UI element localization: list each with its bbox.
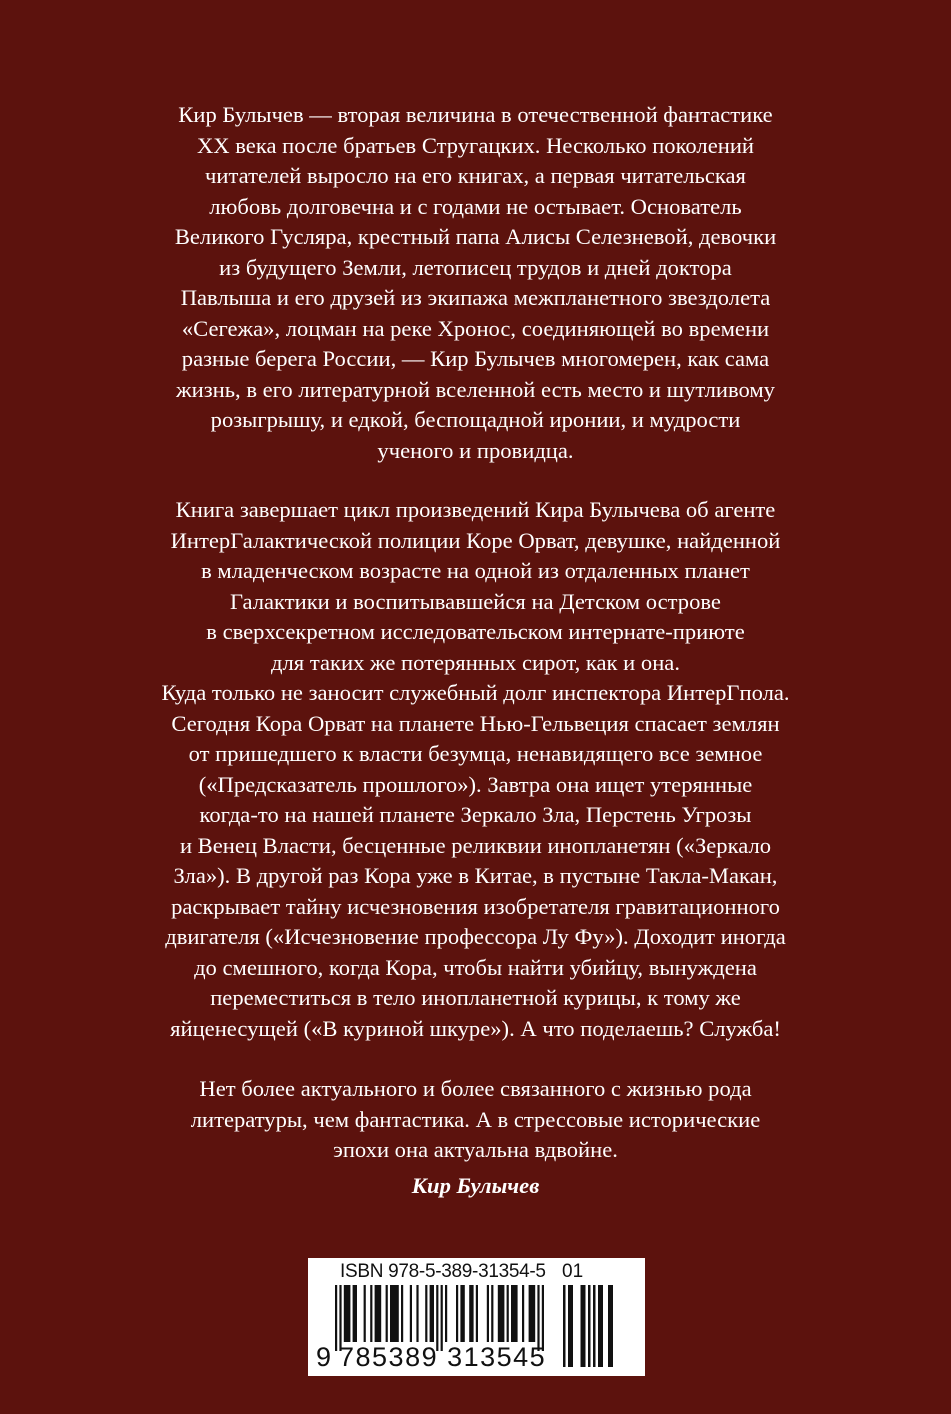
description-paragraph-2 xyxy=(60,495,891,1044)
barcode-addon-bar xyxy=(608,1285,611,1367)
barcode-bar xyxy=(529,1285,536,1342)
barcode-addon-bar xyxy=(583,1285,586,1367)
text-line: Книга завершает цикл произведений Кира Булычева об агенте xyxy=(175,497,776,522)
barcode-bar xyxy=(511,1285,518,1342)
barcode-bar xyxy=(445,1285,447,1342)
barcode-addon-bar xyxy=(593,1285,596,1367)
text-line: до смешного, когда Кора, чтобы найти убийцу, вынуждена xyxy=(194,954,757,980)
barcode-addon-bar xyxy=(611,1285,614,1367)
text-line: Зла»). В другой раз Кора уже в Китае, в пустыне Такла-Макан, xyxy=(173,863,778,888)
text-line: Куда только не заносит служебный долг инспектора ИнтерГпола. xyxy=(161,680,790,705)
barcode-bar xyxy=(507,1285,509,1342)
barcode-bar xyxy=(386,1285,388,1342)
barcode-bar xyxy=(344,1285,351,1342)
barcode-bar xyxy=(469,1285,473,1342)
barcode-addon-bar xyxy=(571,1285,574,1367)
text-line: («Предсказатель прошлого»). Завтра она ищет утерянные xyxy=(198,771,753,797)
barcode-bar xyxy=(460,1285,464,1342)
text-line: разные берега России, — Кир Булычев многомерен, как сама xyxy=(181,346,770,371)
barcode-bar xyxy=(498,1285,505,1342)
isbn-label: ISBN 978-5-389-31354-5 xyxy=(340,1261,546,1282)
text-line: эпохи она актуальна вдвойне. xyxy=(333,1137,618,1162)
description-paragraph-1 xyxy=(60,100,891,466)
barcode-guard-bar xyxy=(335,1285,337,1351)
text-line: и Венец Власти, бесценные реликвии инопланетян («Зеркало xyxy=(179,832,772,858)
text-line: из будущего Земли, летописец трудов и дней доктора xyxy=(219,254,732,280)
barcode-bar xyxy=(487,1285,489,1342)
barcode-addon-bar xyxy=(588,1285,591,1367)
text-line: ученого и провидца. xyxy=(377,437,574,463)
quote-signature: Кир Булычев xyxy=(411,1173,540,1198)
ean-first-digit: 9 xyxy=(316,1342,332,1372)
text-line: XX века после братьев Стругацких. Несколько поколений xyxy=(196,132,755,158)
ean-digits: 785389 313545 xyxy=(339,1342,547,1372)
text-line: Нет более актуального и более связанного с жизнью рода xyxy=(199,1076,752,1101)
text-line: двигателя («Исчезновение профессора Лу Фу»). Доходит иногда xyxy=(165,924,786,949)
barcode-bar xyxy=(416,1285,418,1342)
barcode-addon-bar xyxy=(581,1285,584,1367)
text-line: Сегодня Кора Орват на планете Нью-Гельвеция спасает землян xyxy=(171,710,780,736)
barcode-bar xyxy=(430,1285,434,1342)
barcode-bar xyxy=(401,1285,403,1342)
text-line: Великого Гусляра, крестный папа Алисы Селезневой, девочки xyxy=(174,224,777,249)
barcode-addon-bar xyxy=(598,1285,601,1367)
text-line: раскрывает тайну исчезновения изобретателя гравитационного xyxy=(171,893,780,919)
text-line: жизнь, в его литературной вселенной есть место и шутливому xyxy=(176,376,775,402)
barcode-bar xyxy=(375,1285,382,1342)
barcode-bar xyxy=(476,1285,478,1342)
isbn-barcode xyxy=(308,1258,645,1376)
barcode-bar xyxy=(522,1285,524,1342)
text-line: розыгрышу, и едкой, беспощадной иронии, и мудрости xyxy=(210,407,741,432)
barcode-bar xyxy=(456,1285,458,1342)
barcode-bar xyxy=(364,1285,366,1342)
text-line: переместиться в тело инопланетной курицы, к тому же xyxy=(210,985,741,1010)
quote-paragraph xyxy=(60,1074,891,1166)
text-line: Павлыша и его друзей из экипажа межпланетного звездолета xyxy=(180,285,771,310)
barcode-bar xyxy=(410,1285,412,1342)
text-line: Галактики и воспитывавшейся на Детском острове xyxy=(230,588,721,614)
text-line: Кир Булычев — вторая величина в отечественной фантастике xyxy=(178,102,773,127)
barcode-addon-bar xyxy=(563,1285,566,1367)
text-line: в младенческом возрасте на одной из отдаленных планет xyxy=(201,558,750,583)
text-line: когда-то на нашей планете Зеркало Зла, Перстень Угрозы xyxy=(199,802,752,827)
barcode-addon-code: 01 xyxy=(562,1261,584,1282)
barcode-bar xyxy=(370,1285,372,1342)
barcode-bar xyxy=(425,1285,427,1342)
text-line: ИнтерГалактической полиции Коре Орват, девушке, найденной xyxy=(170,527,781,553)
text-line: яйценесущей («В куриной шкуре»). А что поделаешь? Служба! xyxy=(170,1015,781,1041)
barcode-bar xyxy=(353,1285,357,1342)
barcode-bar xyxy=(390,1285,399,1342)
barcode-addon-bar xyxy=(568,1285,571,1367)
text-line: литературы, чем фантастика. А в стрессовые исторические xyxy=(190,1106,761,1132)
text-line: в сверхсекретном исследовательском интернате-приюте xyxy=(206,619,745,644)
text-line: от пришедшего к власти безумца, ненавидящего все земное xyxy=(188,741,763,766)
text-line: любовь долговечна и с годами не остывает. Основатель xyxy=(209,193,742,219)
text-line: читателей выросло на его книгах, а первая читательская xyxy=(205,163,746,188)
text-line: для таких же потерянных сирот, как и она. xyxy=(271,649,680,675)
text-line: «Сегежа», лоцман на реке Хронос, соединяющей во времени xyxy=(181,315,770,341)
barcode-bar xyxy=(491,1285,493,1342)
barcode-addon-bar xyxy=(601,1285,604,1367)
